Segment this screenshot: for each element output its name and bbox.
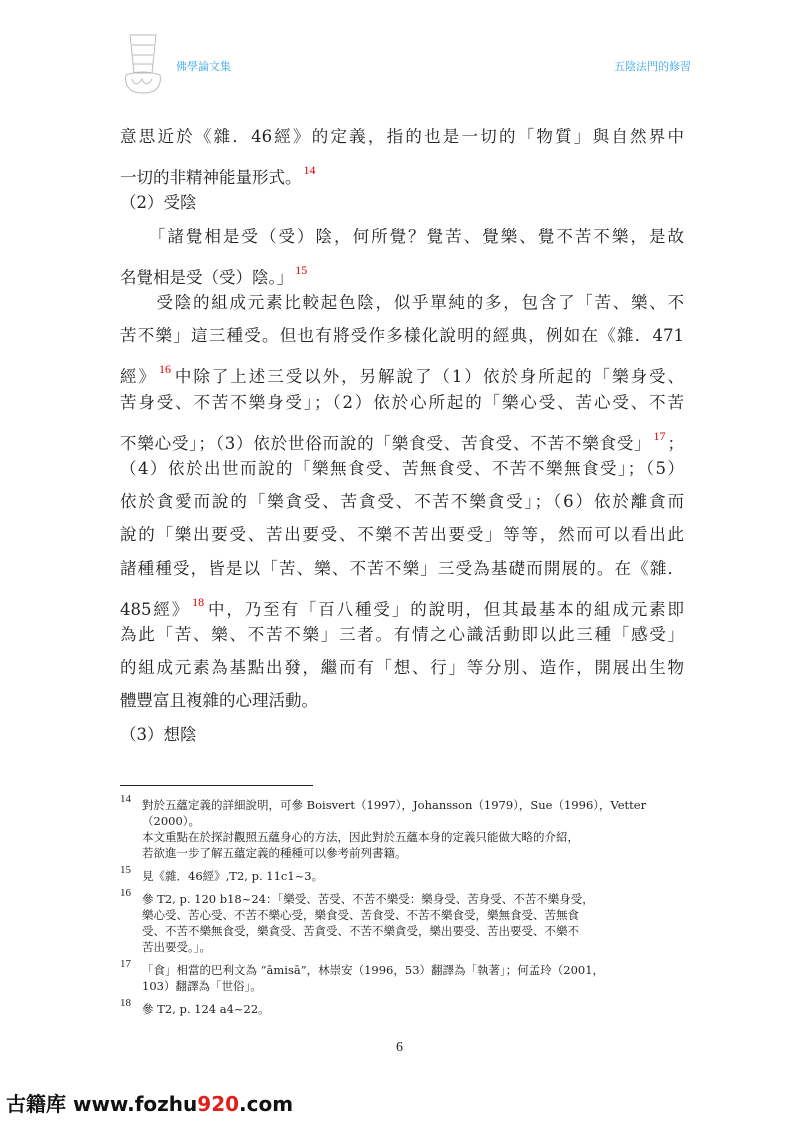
footnote-line: 受、不苦不樂無食受，樂貪受、苦貪受、不苦不樂貪受，樂出要受、苦出要受、不樂不: [142, 924, 579, 938]
body-line: [120, 688, 684, 714]
body-line: [120, 622, 684, 648]
line-text: 意思近於《雜．46經》的定義，指的也是一切的「物質」與自然界中: [120, 127, 684, 146]
footnote-number: 17: [120, 958, 131, 970]
line-text: 說的「樂出要受、苦出要受、不樂不苦出要受」等等，然而可以看出此: [120, 525, 684, 545]
footnote-line: 見《雜．46經》,T2, p. 11c1~3。: [142, 869, 324, 883]
body-line: [120, 190, 684, 216]
line-text: 為此「苦、樂、不苦不樂」三者。有情之心識活動即以此三種「感受」: [120, 625, 684, 644]
watermark-site-name: 古籍库: [6, 1092, 66, 1116]
footnote-number: 15: [120, 864, 131, 876]
line-text: 苦身受、不苦不樂身受」；（2）依於心所起的「樂心受、苦心受、不苦: [120, 392, 684, 412]
body-line: [120, 224, 684, 250]
line-text: 名覺相是受（受）陰。」: [120, 267, 294, 287]
footnote-17: [120, 958, 690, 994]
footnote-14: [120, 793, 690, 861]
body-line: [120, 390, 684, 416]
body-line: [120, 655, 684, 681]
body-line: [120, 356, 685, 387]
line-text: 經》: [120, 367, 157, 387]
body-line: [120, 556, 684, 582]
line-text: 受陰的組成元素比較起色陰，似乎單純的多，包含了「苦、樂、不: [120, 293, 684, 312]
line-text: 苦不樂」這三種受。但也有將受作多樣化說明的經典，例如在《雜．471: [120, 326, 684, 346]
body-line: [120, 290, 684, 316]
page-number: 6: [396, 1040, 403, 1055]
watermark-url-suffix: .com: [239, 1092, 294, 1116]
footnote-number: 14: [120, 793, 131, 805]
footnote-line: 苦出要受。」。: [142, 940, 211, 954]
watermark: [6, 1088, 293, 1117]
body-line: [120, 423, 684, 453]
line-text: 中，乃至有「百八種受」的說明，但其最基本的組成元素即: [206, 599, 685, 619]
footnote-ref[interactable]: 18: [192, 594, 205, 609]
body-line: [120, 522, 684, 548]
footnote-ref[interactable]: 14: [303, 163, 316, 178]
footnote-line: 對於五蘊定義的詳細說明，可參 Boisvert（1997），Johansson（1979），Sue（1996），Vetter: [142, 798, 647, 812]
line-text: （2）受陰: [120, 193, 197, 213]
watermark-url-prefix: www.fozhu: [72, 1092, 198, 1116]
line-text: （3）想陰: [120, 724, 197, 744]
footnote-15: [120, 864, 690, 884]
line-text: 中除了上述三受以外，另解說了（1）依於身所起的「樂身受、: [172, 367, 685, 387]
body-line: [120, 323, 684, 349]
footnote-number: 18: [120, 997, 131, 1009]
header-chapter-title: 五陰法門的修習: [614, 60, 691, 73]
watermark-url-number: 920: [197, 1092, 240, 1116]
body-line: [120, 589, 685, 619]
line-text: 一切的非精神能量形式。: [120, 168, 302, 188]
footnote-line: 103）翻譯為「世俗」。: [142, 979, 262, 993]
body-line: [120, 257, 684, 287]
line-text: 體豐富且複雜的心理活動。: [120, 691, 318, 711]
body-line: [120, 456, 684, 482]
header-collection-title: 佛學論文集: [176, 60, 231, 73]
footnote-line: 參 T2, p. 120 b18~24：「樂受、苦受、不苦不樂受：樂身受、苦身受、不苦不樂身受，: [142, 892, 594, 906]
line-text: 依於貪愛而說的「樂貪受、苦貪受、不苦不樂貪受」；（6）依於離貪而: [120, 492, 684, 512]
body-line: [120, 157, 684, 188]
footnote-16: [120, 887, 690, 955]
footnote-18: [120, 997, 690, 1017]
line-text: 諸種種受，皆是以「苦、樂、不苦不樂」三受為基礎而開展的。在《雜．: [120, 558, 684, 578]
body-line: [120, 124, 684, 150]
body-line: [120, 489, 684, 515]
footnote-line: 樂心受、苦心受、不苦不樂心受，樂食受、苦食受、不苦不樂食受，樂無食受、苦無食: [142, 908, 579, 922]
line-text: ；: [667, 433, 684, 453]
line-text: 不樂心受」；（3）依於世俗而說的「樂食受、苦食受、不苦不樂食受」: [120, 433, 652, 453]
footnote-number: 16: [120, 887, 131, 899]
body-line: [120, 722, 684, 748]
footnote-line: （2000）。: [142, 814, 201, 828]
line-text: 的組成元素為基點出發，繼而有「想、行」等分別、造作，開展出生物: [120, 658, 684, 678]
footnote-line: 「食」相當的巴利文為 “āmisā”，林崇安（1996，53）翻譯為「執著」；何孟玲（2001，: [142, 963, 605, 977]
line-text: （4）依於出世而說的「樂無食受、苦無食受、不苦不樂無食受」；（5）: [120, 459, 684, 478]
line-text: 485經》: [120, 599, 191, 619]
footnote-line: 本文重點在於探討觀照五蘊身心的方法，因此對於五蘊本身的定義只能做大略的介紹，: [142, 830, 579, 844]
lotus-pagoda-logo: [118, 33, 168, 95]
line-text: 「諸覺相是受（受）陰，何所覺？覺苦、覺樂、覺不苦不樂，是故: [120, 226, 684, 246]
footnote-ref[interactable]: 15: [295, 262, 308, 277]
footnote-line: 參 T2, p. 124 a4~22。: [142, 1002, 270, 1016]
footnote-separator: [120, 785, 313, 786]
footnote-ref[interactable]: 17: [653, 428, 666, 443]
footnote-line: 若欲進一步了解五蘊定義的種種可以參考前列書籍。: [142, 846, 407, 860]
footnote-ref[interactable]: 16: [158, 362, 171, 377]
